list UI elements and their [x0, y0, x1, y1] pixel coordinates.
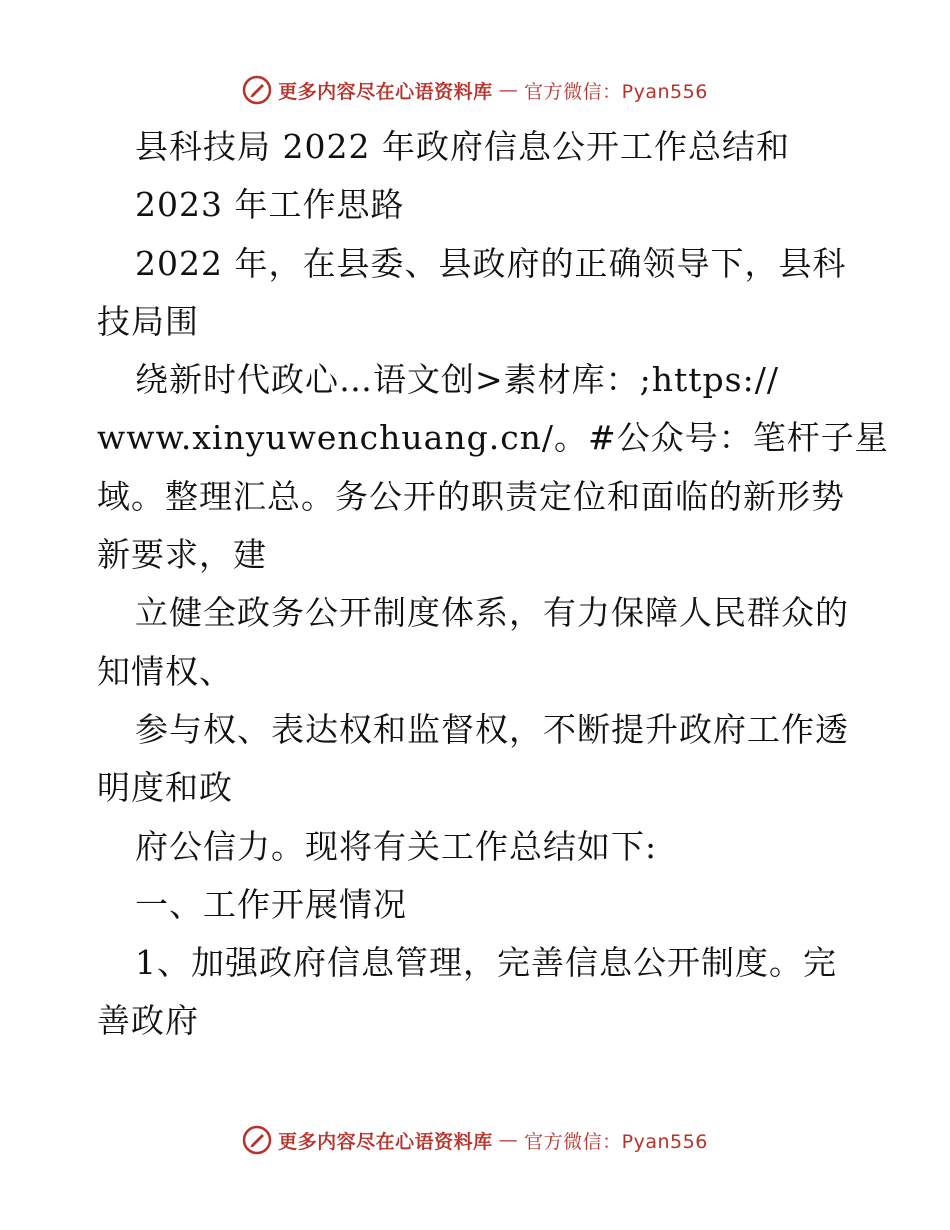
- banner-dash: —: [498, 1129, 519, 1151]
- text-line: 一、工作开展情况: [135, 884, 407, 924]
- text-line: 县科技局 2022 年政府信息公开工作总结和: [135, 127, 790, 166]
- text-line: 2022 年，在县委、县政府的正确领导下，县科: [135, 243, 847, 283]
- banner-brand-text: 更多内容尽在心语资料库: [278, 1130, 493, 1153]
- text-line: 府公信力。现将有关工作总结如下:: [135, 826, 658, 866]
- text-line: 1、加强政府信息管理，完善信息公开制度。完: [135, 943, 837, 983]
- text-line: 2023 年工作思路: [135, 185, 405, 225]
- footer-banner: [0, 1120, 950, 1160]
- header-banner: [0, 70, 950, 110]
- document-body: [97, 118, 889, 1051]
- banner-brand-text: 更多内容尽在心语资料库: [278, 80, 493, 103]
- text-line: 技局围: [97, 301, 199, 341]
- text-line: 新要求，建: [97, 535, 267, 575]
- text-line: 立健全政务公开制度体系，有力保障人民群众的: [135, 593, 849, 633]
- text-line: 知情权、: [97, 651, 233, 691]
- text-line: 域。整理汇总。务公开的职责定位和面临的新形势: [97, 476, 845, 516]
- text-line: 参与权、表达权和监督权，不断提升政府工作透: [135, 709, 849, 749]
- text-line: 明度和政: [97, 768, 233, 808]
- banner-wechat-text: 官方微信：Pyan556: [524, 1130, 708, 1153]
- banner-wechat-text: 官方微信：Pyan556: [524, 80, 708, 103]
- logo-icon: [242, 75, 272, 105]
- logo-icon: [242, 1125, 272, 1155]
- text-line: 绕新时代政心…语文创>素材库：;https://: [135, 360, 779, 400]
- banner-dash: —: [498, 79, 519, 101]
- text-line: www.xinyuwenchuang.cn/。#公众号：笔杆子星: [97, 418, 889, 458]
- text-line: 善政府: [97, 1001, 199, 1041]
